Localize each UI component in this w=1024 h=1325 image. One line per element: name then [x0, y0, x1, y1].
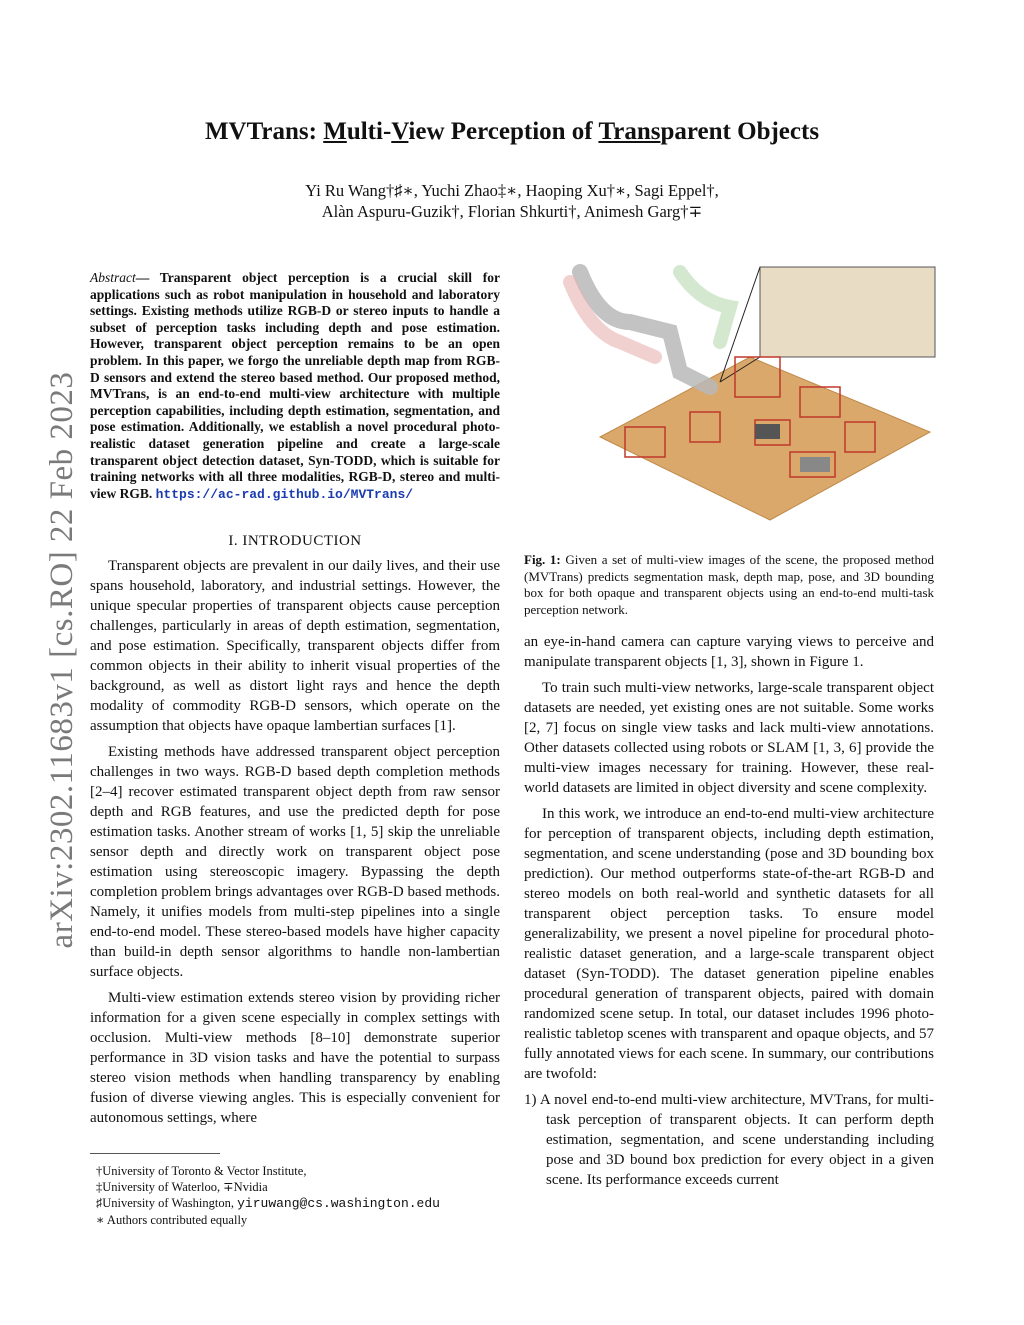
camera-view-inset [760, 267, 935, 357]
arxiv-identifier: arXiv:2302.11683v1 [cs.RO] 22 Feb 2023 [44, 371, 80, 949]
title-underline: Trans [598, 118, 661, 145]
figure-1-caption [524, 552, 934, 618]
title-part: ulti- [346, 118, 392, 145]
robot-arm-ghost-green [680, 272, 730, 342]
title-part: parent Objects [660, 118, 820, 145]
author-line: Yi Ru Wang†♯∗, Yuchi Zhao‡∗, Haoping Xu†∗, Sagi Eppel†, [305, 181, 719, 200]
section-heading: I. INTRODUCTION [228, 533, 362, 549]
paragraph: Multi-view estimation extends stereo vision by providing richer information for a given scene especially in complex settings with occlusion. Multi-view methods [8–10] demonstrate superior performance in 3D vision tasks and have the potential to surpass stereo vision methods when handling transparency by enabling fusion of diverse viewing angles. This is especially convenient for autonomous settings, where [90, 990, 500, 1126]
author-list [0, 180, 1024, 222]
abstract-label: Abstract [90, 270, 136, 285]
right-column-body [524, 632, 934, 1196]
arxiv-sidebar [14, 350, 80, 970]
paragraph: To train such multi-view networks, large-scale transparent object datasets are needed, yet existing ones are not suitable. Some works [2, 7] focus on single view tasks and lack multi-view annotations. Other datasets collected using robots or SLAM [1, 3, 6] provide the multi-view images necessary for training. However, these real-world datasets are limited in object diversity and scene complexity. [524, 680, 934, 796]
opaque-object [800, 457, 830, 472]
figure-1-image [560, 262, 940, 522]
caption-text: Given a set of multi-view images of the scene, the proposed method (MVTrans) predicts segmentation mask, depth map, pose, and 3D bounding box for both opaque and transparent objects using an end-to-end multi-task perception network. [524, 552, 934, 617]
title-underline: M [323, 118, 347, 145]
abstract [90, 270, 500, 503]
footnote: †University of Toronto & Vector Institute, [96, 1164, 307, 1178]
title-underline: V [391, 118, 409, 145]
abstract-text: — Transparent object perception is a crucial skill for applications such as robot manipulation in household and laboratory settings. Existing methods utilize RGB-D or stereo inputs to handle a subset of perception tasks including depth and pose estimation. However, transparent object perception remains to be an open problem. In this paper, we forgo the unreliable depth map from RGB-D sensors and extend the stereo based method. Our proposed method, MVTrans, is an end-to-end multi-view architecture with multiple perception capabilities, including depth estimation, segmentation, and pose estimation. Additionally, we establish a novel procedural photo-realistic dataset generation pipeline and create a large-scale transparent object detection dataset, Syn-TODD, which is suitable for training networks with all three modalities, RGB-D, stereo and multi-view RGB. [90, 270, 500, 501]
footnote: ‡University of Waterloo, ∓Nvidia [96, 1180, 268, 1194]
email-link[interactable]: yiruwang@cs.washington.edu [237, 1196, 440, 1211]
footnote [96, 1195, 516, 1212]
opaque-object [755, 424, 780, 439]
footnote-text: ♯University of Washington, [96, 1196, 238, 1210]
title-part: iew Perception of [408, 118, 599, 145]
list-item: 1) A novel end-to-end multi-view architecture, MVTrans, for multi-task perception of transparent objects. It can perform depth estimation, segmentation, and scene understanding including pose and 3D bound box prediction for every object in a given scene. Its performance exceeds current [524, 1092, 934, 1188]
title-part: MVTrans: [204, 118, 324, 145]
paper-title [0, 118, 1024, 146]
author-line: Alàn Aspuru-Guzik†, Florian Shkurti†, Animesh Garg†∓ [321, 202, 703, 221]
paragraph: Existing methods have addressed transparent object perception challenges in two ways. RGB-D based depth completion methods [2–4] recover estimated transparent object depth from raw sensor depth and RGB features, and use the predicted depth for pose estimation tasks. Another stream of works [1, 5] skip the unreliable sensor depth and directly work on transparent object pose estimation using stereoscopic imagery. Bypassing the depth completion problem brings advantages over RGB-D based methods. Namely, it unifies models from multi-step pipelines into a single end-to-end model. These stereo-based models have higher capacity than build-in depth sensor algorithms to handle non-lambertian surface objects. [90, 744, 500, 980]
footnotes [96, 1163, 516, 1228]
paragraph: In this work, we introduce an end-to-end multi-view architecture for perception of transparent objects, including depth estimation, segmentation, and scene understanding (pose and 3D bounding box prediction). Our method outperforms state-of-the-art RGB-D and stereo models on both real-world and synthetic datasets for all transparent object perception tasks. To ensure model generalizability, we present a novel pipeline for procedural photo-realistic dataset generation, and a large-scale transparent object dataset (Syn-TODD). The dataset generation pipeline enables procedural generation of transparent objects, paired with domain randomized scene setup. In total, our dataset includes 1996 photo-realistic tabletop scenes with transparent and opaque objects, and 57 fully annotated views for each scene. In summary, our contributions are twofold: [524, 806, 934, 1082]
caption-label: Fig. 1: [524, 552, 561, 567]
project-url-link[interactable]: https://ac-rad.github.io/MVTrans/ [155, 486, 414, 502]
footnote-rule [90, 1153, 220, 1154]
left-column-body [90, 556, 500, 1134]
footnote: ∗ Authors contributed equally [96, 1213, 248, 1227]
paragraph: an eye-in-hand camera can capture varying views to perceive and manipulate transparent objects [1, 3], shown in Figure 1. [524, 634, 934, 670]
paragraph: Transparent objects are prevalent in our daily lives, and their use spans household, laboratory, and industrial settings. However, the unique specular properties of transparent objects cause perception challenges, particularly in areas of depth estimation, segmentation, and pose estimation. Specifically, transparent objects differ from common objects in their ability to inherit visual properties of the background, as well as distort light rays and hence the depth modality of commodity RGB-D sensors, which operate on the assumption that objects have opaque lambertian surfaces [1]. [90, 558, 500, 734]
